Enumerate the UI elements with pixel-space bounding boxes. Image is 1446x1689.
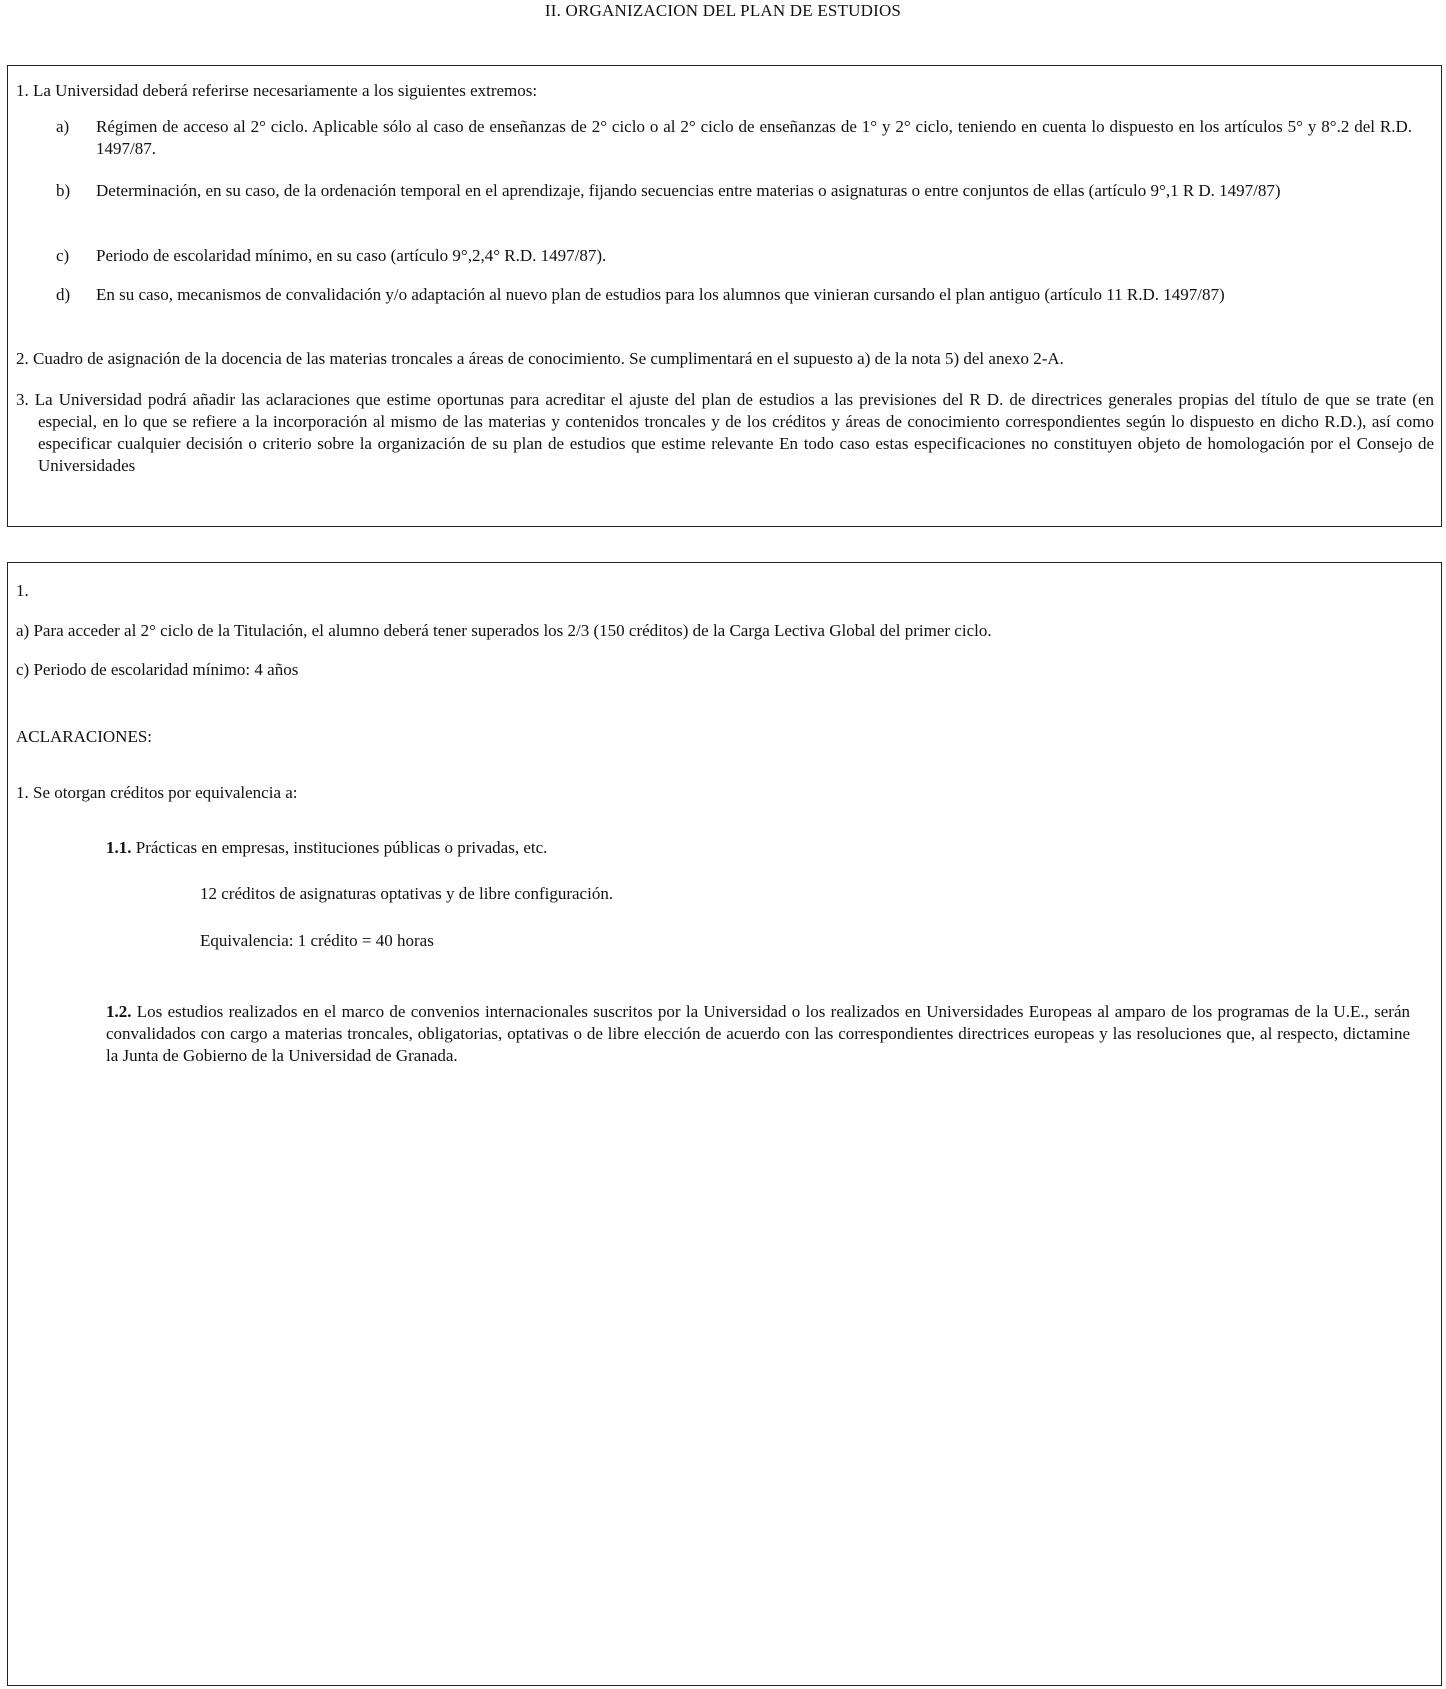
sub-1-1-credits: 12 créditos de asignaturas optativas y de libre configuración. bbox=[200, 884, 614, 903]
sub-1-1-text: Prácticas en empresas, instituciones públicas o privadas, etc. bbox=[131, 838, 548, 857]
response-box bbox=[7, 562, 1442, 1686]
instruction-sub-b-letter: b) bbox=[56, 181, 71, 200]
response-line-a: a) Para acceder al 2° ciclo de la Titulación, el alumno deberá tener superados los 2/3 (150 créditos) de la Carga Lectiva Global del primer ciclo. bbox=[16, 621, 992, 640]
instruction-sub-c-letter: c) bbox=[56, 246, 70, 265]
sub-1-2-text: Los estudios realizados en el marco de convenios internacionales suscritos por la Universidad o los realizados en Universidades Europeas al amparo de los programas de la U.E., serán convalidados con cargo a materias troncales, obligatorias, optativas o de libre elección de acuerdo con las correspondientes directrices europeas y las resoluciones que, al respecto, dictamine la Junta de Gobierno de la Universidad de Granada. bbox=[106, 1002, 1410, 1065]
page-title: II. ORGANIZACION DEL PLAN DE ESTUDIOS bbox=[544, 1, 902, 20]
instruction-sub-d-letter: d) bbox=[56, 285, 71, 304]
instruction-item-3: 3. La Universidad podrá añadir las aclaraciones que estime oportunas para acreditar el ajuste del plan de estudios a las previsiones del R D. de directrices generales propias del título de que se trate (en especial, en lo que se refiere a la incorporación al mismo de las materias y contenidos troncales y de los créditos y áreas de conocimiento correspondientes según lo dispuesto en dicho R.D.), así como especificar cualquier decisión o criterio sobre la organización de su plan de estudios que estime relevante En todo caso estas especificaciones no constituyen objeto de homologación por el Consejo de Universidades bbox=[16, 390, 1434, 475]
aclaraciones-sub-1-2 bbox=[106, 1001, 1410, 1067]
response-line-c: c) Periodo de escolaridad mínimo: 4 años bbox=[16, 660, 299, 679]
sub-1-1-equivalence: Equivalencia: 1 crédito = 40 horas bbox=[200, 931, 434, 950]
instruction-item-2: 2. Cuadro de asignación de la docencia de las materias troncales a áreas de conocimiento. Se cumplimentará en el supuesto a) de la nota 5) del anexo 2-A. bbox=[16, 349, 1064, 368]
instruction-sub-d-text: En su caso, mecanismos de convalidación y/o adaptación al nuevo plan de estudios para los alumnos que vinieran cursando el plan antiguo (artículo 11 R.D. 1497/87) bbox=[96, 285, 1225, 304]
response-number: 1. bbox=[16, 581, 29, 600]
sub-1-2-number: 1.2. bbox=[106, 1002, 132, 1021]
aclaraciones-heading: ACLARACIONES: bbox=[16, 727, 153, 746]
instruction-sub-b-text: Determinación, en su caso, de la ordenación temporal en el aprendizaje, fijando secuencias entre materias o asignaturas o entre conjuntos de ellas (artículo 9°,1 R D. 1497/87) bbox=[96, 181, 1281, 200]
instruction-sub-a-letter: a) bbox=[56, 117, 70, 136]
aclaraciones-item-1: 1. Se otorgan créditos por equivalencia a: bbox=[16, 783, 298, 802]
instruction-sub-a-text: Régimen de acceso al 2° ciclo. Aplicable sólo al caso de enseñanzas de 2° ciclo o al 2° ciclo de enseñanzas de 1° y 2° ciclo, teniendo en cuenta lo dispuesto en los artículos 5° y 8°.2 del R.D. 1497/87. bbox=[96, 117, 1412, 158]
instruction-item-1: 1. La Universidad deberá referirse necesariamente a los siguientes extremos: bbox=[16, 81, 538, 100]
instruction-sub-c-text: Periodo de escolaridad mínimo, en su caso (artículo 9°,2,4° R.D. 1497/87). bbox=[96, 246, 607, 265]
sub-1-1-number: 1.1. bbox=[106, 838, 132, 857]
aclaraciones-sub-1-1 bbox=[106, 837, 1406, 859]
